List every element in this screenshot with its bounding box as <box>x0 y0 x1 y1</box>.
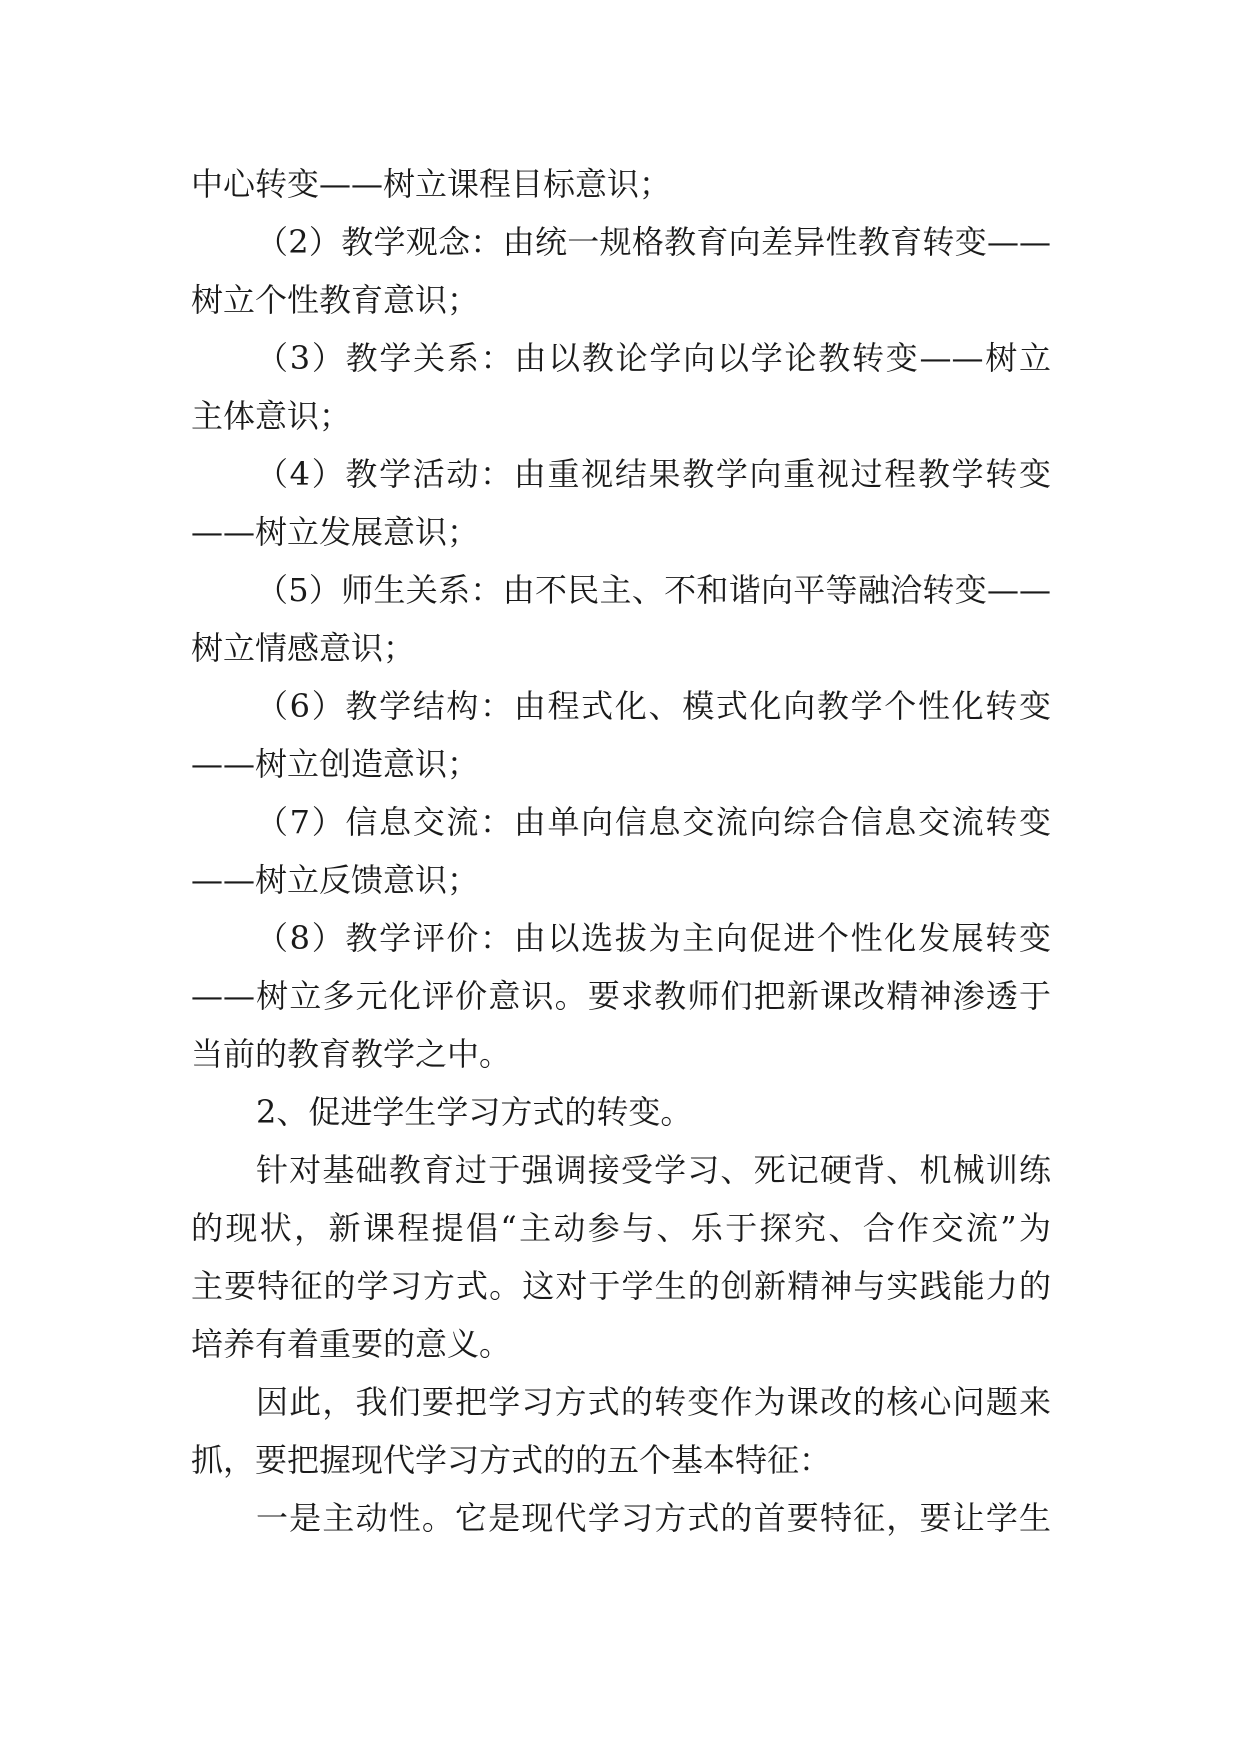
text-line: ——树立多元化评价意识。要求教师们把新课改精神渗透于 <box>191 977 1051 1015</box>
text-line: （2）教学观念：由统一规格教育向差异性教育转变—— <box>256 223 1051 261</box>
text-line: （7）信息交流：由单向信息交流向综合信息交流转变 <box>256 803 1051 841</box>
text-line: 培养有着重要的意义。 <box>191 1325 512 1363</box>
text-line: ——树立发展意识； <box>191 513 480 551</box>
text-line: （3）教学关系：由以教论学向以学论教转变——树立 <box>256 339 1051 377</box>
text-line: 当前的教育教学之中。 <box>191 1035 512 1073</box>
text-line: （6）教学结构：由程式化、模式化向教学个性化转变 <box>256 687 1051 725</box>
text-line: ——树立创造意识； <box>191 745 480 783</box>
text-line: 一是主动性。它是现代学习方式的首要特征，要让学生 <box>256 1499 1051 1537</box>
section-heading: 2、促进学生学习方式的转变。 <box>256 1093 693 1131</box>
text-line: （4）教学活动：由重视结果教学向重视过程教学转变 <box>256 455 1051 493</box>
text-line: 抓，要把握现代学习方式的的五个基本特征： <box>191 1441 832 1479</box>
text-line: ——树立反馈意识； <box>191 861 480 899</box>
text-line: 的现状，新课程提倡“主动参与、乐于探究、合作交流”为 <box>191 1209 1051 1247</box>
text-line: 树立个性教育意识； <box>191 281 480 319</box>
text-line: （5）师生关系：由不民主、不和谐向平等融洽转变—— <box>256 571 1051 609</box>
text-line: 因此，我们要把学习方式的转变作为课改的核心问题来 <box>256 1383 1051 1421</box>
text-line: 针对基础教育过于强调接受学习、死记硬背、机械训练 <box>256 1151 1051 1189</box>
text-line: （8）教学评价：由以选拔为主向促进个性化发展转变 <box>256 919 1051 957</box>
text-line: 主要特征的学习方式。这对于学生的创新精神与实践能力的 <box>191 1267 1051 1305</box>
text-line: 主体意识； <box>191 397 352 435</box>
text-line: 树立情感意识； <box>191 629 416 667</box>
text-line: 中心转变——树立课程目标意识； <box>191 165 672 203</box>
